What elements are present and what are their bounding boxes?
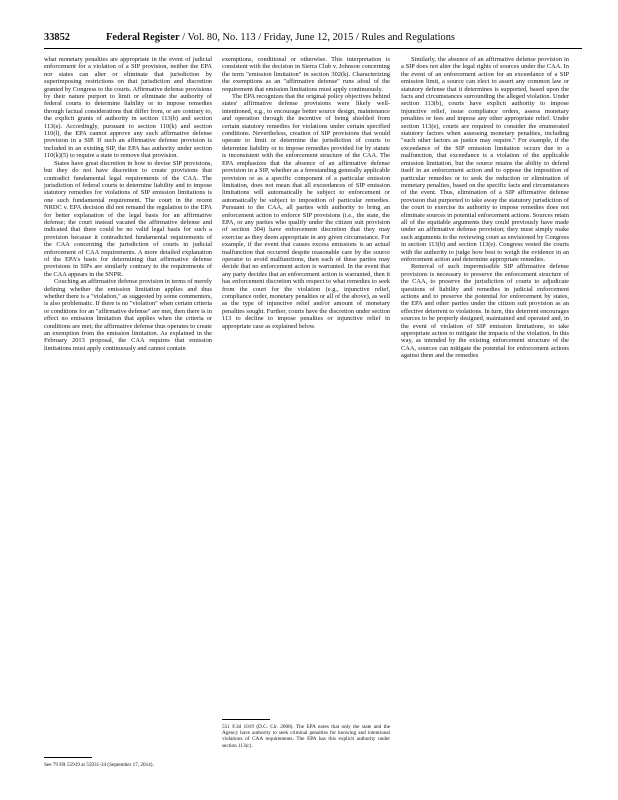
paragraph: States have great discretion in how to devise SIP provisions, but they do not have discretion to create provisions that contradict fundamental legal requirements of the CAA. The jurisdiction of federal courts to determine liability and to impose statutory remedies for violations of SIP emission limitations is one such fundamental requirement. The court in the recent NRDC v. EPA decision did not remand the regulation to the EPA for better explanation of the legal basis for an affirmative defense; the court instead vacated the affirmative defense and indicated that there could be no valid legal basis for such a provision because it contradicted fundamental requirements of the CAA concerning the jurisdiction of courts in judicial enforcement of CAA requirements. A more detailed explanation of the EPA's basis for determining that affirmative defense provisions in SIPs are similarly contrary to the requirements of the CAA appears in the SNPR. bbox=[44, 159, 212, 278]
paragraph: Removal of such impermissible SIP affirmative defense provisions is necessary to preserve the enforcement structure of the CAA, to preserve the jurisdiction of courts to adjudicate questions of liability and remedies in judicial enforcement actions and to preserve the potential for enforcement by states, the EPA and other parties under the citizen suit provision as an effective deterrent to violations. In turn, this deterrent encourages sources to be properly designed, maintained and operated and, in the event of violation of SIP emission limitations, to take appropriate action to mitigate the impacts of the violation. In this way, as intended by the existing enforcement structure of the CAA, sources can mitigate the potential for enforcement actions against them and the remedies bbox=[401, 263, 569, 360]
paragraph: what monetary penalties are appropriate in the event of judicial enforcement for a violation of a SIP provision, neither the EPA nor states can alter or eliminate that jurisdiction by superimposing restrictions on that jurisdiction and discretion granted by Congress to the courts. Affirmative defense provisions by their nature purport to limit or eliminate the authority of federal courts to determine liability or to impose remedies through factual considerations that differ from, or are contrary to, the explicit grants of authority in section 113(b) and section 113(e). Accordingly, pursuant to section 110(k) and section 110(l), the EPA cannot approve any such affirmative defense provision in a SIP. If such an affirmative defense provision is included in an existing SIP, the EPA has authority under section 110(k)(5) to require a state to remove that provision. bbox=[44, 56, 212, 160]
page-header bbox=[44, 32, 582, 46]
footnote: 551 F.3d 1019 (D.C. Cir. 2008). The EPA notes that only the state and the Agency have authority to seek criminal penalties for knowing and intentional violations of CAA requirements. The EPA has this explicit authority under section 113(c). bbox=[222, 724, 390, 749]
text-column-1 bbox=[44, 56, 212, 352]
publication-line bbox=[106, 32, 455, 43]
volume-info: / Vol. 80, No. 113 / Friday, June 12, 2015 / Rules and Regulations bbox=[182, 32, 455, 43]
page-number: 33852 bbox=[44, 32, 70, 43]
paragraph: Couching an affirmative defense provision in terms of merely defining whether the emission limitation applies and thus whether there is a "violation," as suggested by some commenters, is also problematic. If there is no "violation" when certain criteria or conditions for an "affirmative defense" are met, then there is in effect no emission limitation that applies when the criteria or conditions are met; the affirmative defense thus operates to create an exemption from the emission limitation. As explained in the February 2013 proposal, the CAA requires that emission limitations must apply continuously and cannot contain bbox=[44, 278, 213, 352]
paragraph: Similarly, the absence of an affirmative defense provision in a SIP does not alter the legal rights of sources under the CAA. In the event of an enforcement action for an exceedance of a SIP emission limit, a source can elect to assert any common law or statutory defense that it determines is supported, based upon the facts and circumstances surrounding the alleged violation. Under section 113(b), courts have explicit authority to impose injunctive relief, issue compliance orders, assess monetary penalties or fees and impose any other appropriate relief. Under section 113(e), courts are required to consider the enumerated statutory factors when assessing monetary penalties, including "such other factors as justice may require." For example, if the exceedance of the SIP emission limitation occurs due to a malfunction, that exceedance is a violation of the applicable emission limitation, but the source retains the ability to defend itself in an enforcement action and to oppose the imposition of particular remedies or to seek the reduction or elimination of monetary penalties, based on the specific facts and circumstances of the event. Thus, elimination of a SIP affirmative defense provision that purported to take away the statutory jurisdiction of the court to exercise its authority to impose remedies does not eliminate sources in potential enforcement actions. Sources retain all of the equitable arguments they could previously have made under an affirmative defense provision; they must simply make such arguments to the reviewing court as envisioned by Congress in section 113(b) and section 113(e). Congress vested the courts with the authority to judge how best to weigh the evidence in an enforcement action and determine appropriate remedies. bbox=[401, 56, 569, 263]
paragraph: The EPA recognizes that the original policy objectives behind states' affirmative defense provisions were likely well-intentioned, e.g., to encourage better source design, maintenance and operation through the incentive of being shielded from certain statutory remedies for violations under certain specified conditions. Nevertheless, creation of SIP provisions that would operate to limit or determine the jurisdiction of courts to determine liability or to impose remedies provided for by statute is inconsistent with the enforcement structure of the CAA. The EPA emphasizes that the absence of an affirmative defense provision in a SIP, whether as a freestanding generally applicable provision or as a specific component of a particular emission limitation, does not mean that all exceedances of SIP emission limitations will automatically be subject to enforcement or automatically be subject to imposition of particular remedies. Pursuant to the CAA, all parties with authority to bring an enforcement action to enforce SIP provisions (i.e., the state, the EPA, or any parties who qualify under the citizen suit provision of section 304) have enforcement discretion that they may exercise as they deem appropriate in any given circumstance. For example, if the event that causes excess emissions is an actual malfunction that occurred despite reasonable care by the source operator to avoid malfunctions, then each of these parties may decide that no enforcement action is warranted. In the event that any party decides that an enforcement action is warranted, then it has enforcement discretion with respect to what remedies to seek from the court for the violation (e.g., injunctive relief, compliance order, monetary penalties or all of the above), as well as the type of injunctive relief and/or amount of monetary penalties sought. Further, courts have the discretion under section 113 to decline to impose penalties or injunctive relief in appropriate case as explained below. bbox=[222, 93, 390, 330]
paragraph: exemptions, conditional or otherwise. This interpretation is consistent with the decision in Sierra Club v. Johnson concerning the term "emission limitation" in section 302(k). Characterizing the exemptions as an "affirmative defense" runs afoul of the requirement that emission limitations must apply continuously. bbox=[222, 56, 390, 93]
footnote-rule bbox=[222, 719, 270, 720]
header-rule bbox=[44, 48, 582, 49]
footnote-rule bbox=[44, 757, 92, 758]
text-column-2 bbox=[222, 56, 390, 330]
footnote: See 79 FR 55919 at 55931-34 (September 17, 2014). bbox=[44, 762, 154, 768]
text-column-3 bbox=[401, 56, 569, 360]
publication-name: Federal Register bbox=[106, 32, 180, 43]
